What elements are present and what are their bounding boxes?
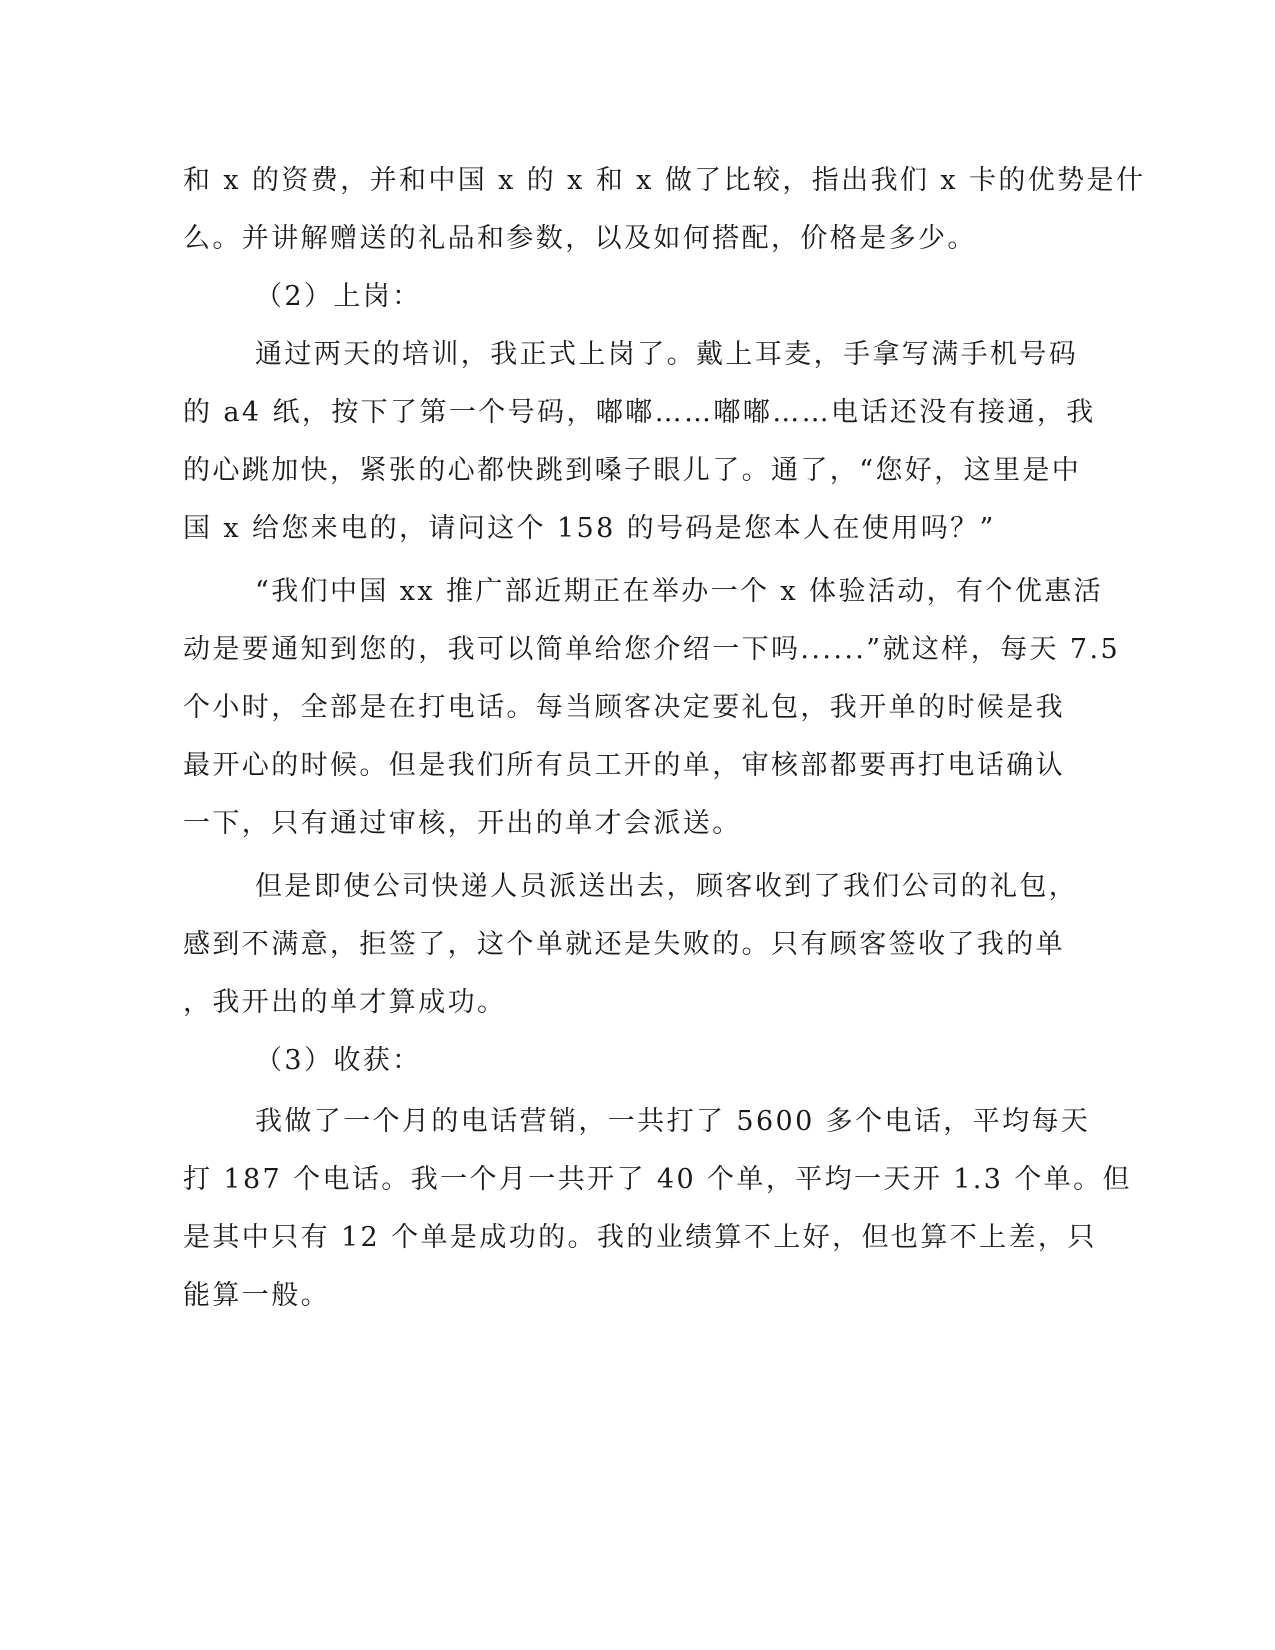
text-line: 我做了一个月的电话营销，一共打了 5600 多个电话，平均每天 — [255, 1106, 1091, 1137]
text-line: 一下，只有通过审核，开出的单才会派送。 — [183, 808, 742, 839]
text-line: 么。并讲解赠送的礼品和参数，以及如何搭配，价格是多少。 — [183, 223, 977, 254]
text-line: 但是即使公司快递人员派送出去，顾客收到了我们公司的礼包， — [255, 871, 1079, 902]
text-line: “我们中国 xx 推广部近期正在举办一个 x 体验活动，有个优惠活 — [255, 576, 1104, 607]
text-line: 打 187 个电话。我一个月一共开了 40 个单，平均一天开 1.3 个单。但 — [183, 1164, 1132, 1195]
text-line: 个小时，全部是在打电话。每当顾客决定要礼包，我开单的时候是我 — [183, 692, 1065, 723]
text-line: 动是要通知到您的，我可以简单给您介绍一下吗......”就这样，每天 7.5 — [183, 634, 1121, 665]
section-heading: （2）上岗： — [255, 281, 422, 312]
text-line: ，我开出的单才算成功。 — [183, 987, 507, 1018]
text-line: 是其中只有 12 个单是成功的。我的业绩算不上好，但也算不上差，只 — [183, 1222, 1097, 1253]
text-line: 和 x 的资费，并和中国 x 的 x 和 x 做了比较，指出我们 x 卡的优势是什 — [183, 165, 1146, 196]
text-line: 的 a4 纸，按下了第一个号码，嘟嘟……嘟嘟……电话还没有接通，我 — [183, 397, 1096, 428]
text-line: 的心跳加快，紧张的心都快跳到嗓子眼儿了。通了，“您好，这里是中 — [183, 455, 1082, 486]
text-line: 国 x 给您来电的，请问这个 158 的号码是您本人在使用吗？” — [183, 513, 996, 544]
text-line: 通过两天的培训，我正式上岗了。戴上耳麦，手拿写满手机号码 — [255, 339, 1079, 370]
text-line: 能算一般。 — [183, 1280, 330, 1311]
section-heading: （3）收获： — [255, 1045, 422, 1076]
text-line: 最开心的时候。但是我们所有员工开的单，审核部都要再打电话确认 — [183, 750, 1065, 781]
text-line: 感到不满意，拒签了，这个单就还是失败的。只有顾客签收了我的单 — [183, 929, 1065, 960]
